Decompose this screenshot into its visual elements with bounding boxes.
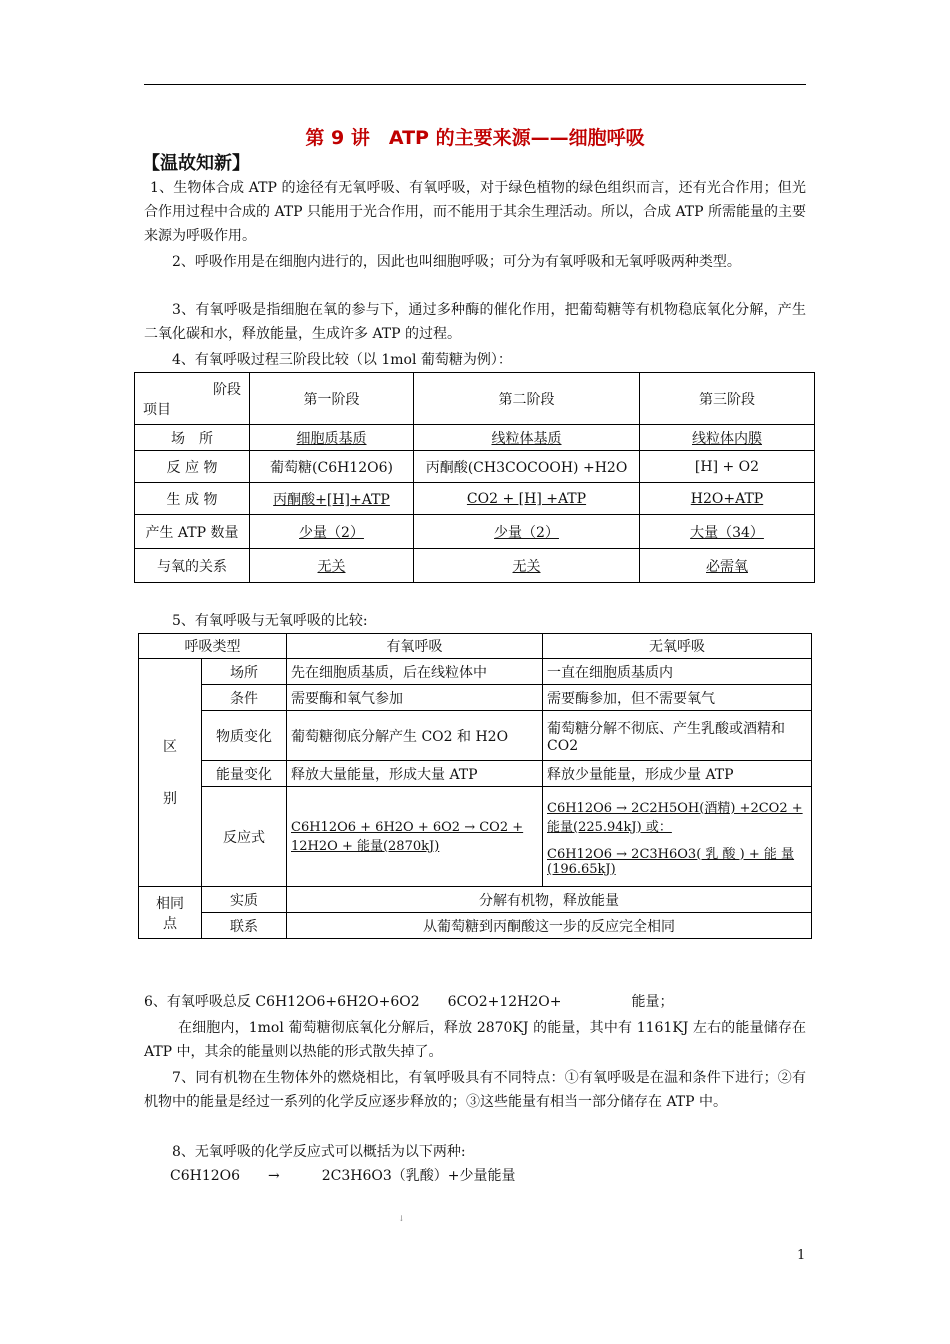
page-number: 1	[797, 1248, 806, 1263]
table-cell: 释放少量能量，形成少量 ATP	[543, 761, 812, 787]
diff-label: 区 别	[139, 659, 202, 887]
paragraph-8: 8、无氧呼吸的化学反应式可以概括为以下两种:	[172, 1144, 466, 1160]
table-corner: 阶段 项目	[135, 373, 250, 425]
table-cell: 丙酮酸+[H]+ATP	[250, 483, 414, 515]
paragraph-4: 4、有氧呼吸过程三阶段比较（以 1mol 葡萄糖为例）：	[172, 352, 512, 368]
page-title: 第 9 讲 ATP 的主要来源——细胞呼吸	[305, 127, 645, 149]
table-cell: 丙酮酸(CH3COCOOH) +H2O	[414, 451, 640, 483]
table-cell: H2O+ATP	[640, 483, 815, 515]
row-label: 物质变化	[202, 711, 287, 761]
table-cell: 一直在细胞质基质内	[543, 659, 812, 685]
row-label: 场 所	[135, 425, 250, 451]
table-cell: 大量（34）	[640, 515, 815, 549]
header-stage-1: 第一阶段	[250, 373, 414, 425]
table-cell: 无关	[250, 549, 414, 583]
section-heading: 【温故知新】	[142, 153, 250, 174]
table-cell: 需要酶和氧气参加	[287, 685, 543, 711]
row-label: 生 成 物	[135, 483, 250, 515]
paragraph-7: 7、同有机物在生物体外的燃烧相比，有氧呼吸具有不同特点：①有氧呼吸是在温和条件下进行；②有机物中的能量是经过一系列的化学反应逐步释放的；③这些能量有相当一部分储存在 ATP 中。	[144, 1070, 806, 1110]
table-cell: 必需氧	[640, 549, 815, 583]
row-label: 与氧的关系	[135, 549, 250, 583]
table-cell: 线粒体基质	[414, 425, 640, 451]
paragraph-6-equation: 6、有氧呼吸总反 C6H12O6+6H2O+6O2 6CO2+12H2O+ 能量；	[144, 994, 674, 1010]
paragraph-6: 在细胞内，1mol 葡萄糖彻底氧化分解后，释放 2870KJ 的能量，其中有 1161KJ 左右的能量储存在 ATP 中，其余的能量则以热能的形式散失掉了。	[144, 1020, 806, 1060]
table-cell: [H] + O2	[640, 451, 815, 483]
table-cell: 葡萄糖彻底分解产生 CO2 和 H2O	[287, 711, 543, 761]
same-label: 相同 点	[139, 887, 202, 939]
table-cell: 从葡萄糖到丙酮酸这一步的反应完全相同	[287, 913, 812, 939]
respiration-comparison-table	[138, 633, 812, 939]
header-rule	[144, 84, 806, 85]
paragraph-5: 5、有氧呼吸与无氧呼吸的比较:	[172, 613, 368, 629]
table-cell: 细胞质基质	[250, 425, 414, 451]
row-label: 条件	[202, 685, 287, 711]
table-cell: 葡萄糖分解不彻底、产生乳酸或酒精和 CO2	[543, 711, 812, 761]
table-cell: 释放大量能量，形成大量 ATP	[287, 761, 543, 787]
table-cell: 线粒体内膜	[640, 425, 815, 451]
row-label: 联系	[202, 913, 287, 939]
aerobic-stages-table	[134, 372, 815, 583]
paragraph-2: 2、呼吸作用是在细胞内进行的，因此也叫细胞呼吸；可分为有氧呼吸和无氧呼吸两种类型。	[172, 254, 741, 270]
table-cell: C6H12O6 + 6H2O + 6O2 → CO2 + 12H2O + 能量(2870kJ)	[287, 787, 543, 887]
arrow-mark: ↓	[398, 1214, 405, 1223]
table-cell: 分解有机物，释放能量	[287, 887, 812, 913]
header-aerobic: 有氧呼吸	[287, 634, 543, 659]
header-anaerobic: 无氧呼吸	[543, 634, 812, 659]
header-type: 呼吸类型	[139, 634, 287, 659]
table-cell: 无关	[414, 549, 640, 583]
paragraph-1: 1、生物体合成 ATP 的途径有无氧呼吸、有氧呼吸，对于绿色植物的绿色组织而言，还有光合作用；但光合作用过程中合成的 ATP 只能用于光合作用，而不能用于其余生理活动。所以，合成 ATP 所需能量的主要来源为呼吸作用。	[144, 180, 807, 244]
row-label: 产生 ATP 数量	[135, 515, 250, 549]
row-label: 实质	[202, 887, 287, 913]
table-cell: 少量（2）	[414, 515, 640, 549]
header-stage-2: 第二阶段	[414, 373, 640, 425]
table-cell: 葡萄糖(C6H12O6)	[250, 451, 414, 483]
row-label: 场所	[202, 659, 287, 685]
table-cell: 少量（2）	[250, 515, 414, 549]
header-stage-3: 第三阶段	[640, 373, 815, 425]
table-cell: CO2 + [H] +ATP	[414, 483, 640, 515]
table-cell: 需要酶参加，但不需要氧气	[543, 685, 812, 711]
row-label: 反 应 物	[135, 451, 250, 483]
row-label: 反应式	[202, 787, 287, 887]
table-cell: 先在细胞质基质，后在线粒体中	[287, 659, 543, 685]
paragraph-3: 3、有氧呼吸是指细胞在氧的参与下，通过多种酶的催化作用，把葡萄糖等有机物稳底氧化分解，产生二氧化碳和水，释放能量，生成许多 ATP 的过程。	[144, 302, 806, 342]
table-cell: C6H12O6 → 2C2H5OH(酒精) +2CO2 + 能量(225.94kJ) 或： C6H12O6 → 2C3H6O3( 乳 酸 ) + 能 量 (196.65kJ)	[543, 787, 812, 887]
anaerobic-equation: C6H12O6 → 2C3H6O3（乳酸）+少量能量	[170, 1168, 516, 1184]
row-label: 能量变化	[202, 761, 287, 787]
